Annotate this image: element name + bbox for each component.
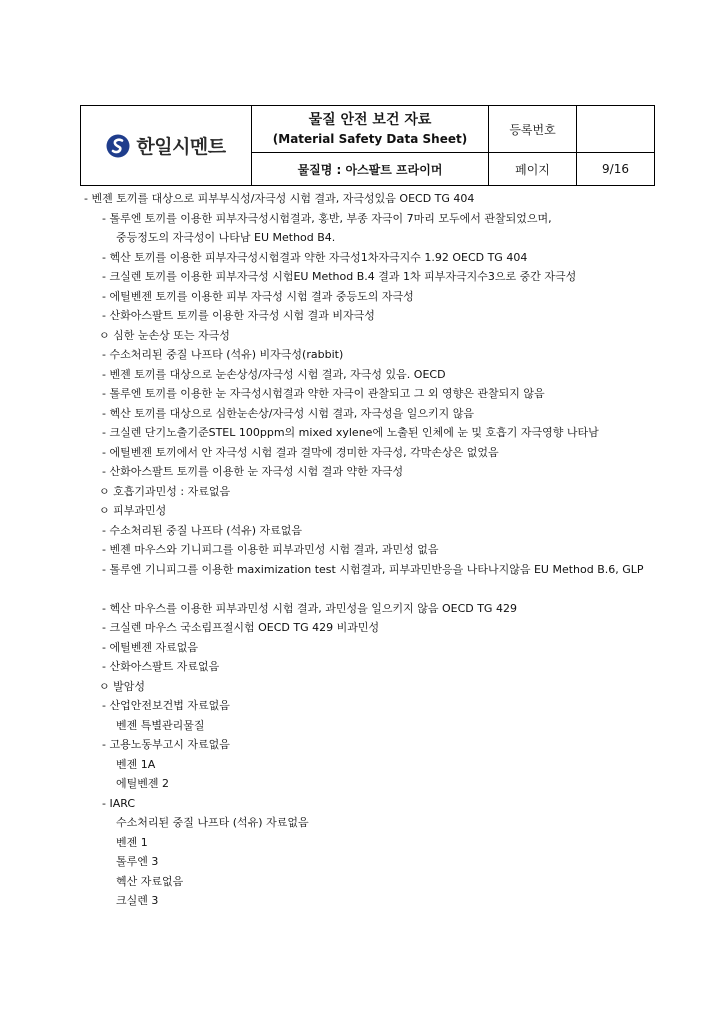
text-line: - 크실렌 토끼를 이용한 피부자극성 시험EU Method B.4 결과 1차 피부자극지수3으로 중간 자극성 bbox=[102, 270, 577, 283]
text-line: - 수소처리된 중질 나프타 (석유) 비자극성(rabbit) bbox=[102, 348, 344, 361]
text-line: - 에틸벤젠 토끼를 이용한 피부 자극성 시험 결과 중등도의 자극성 bbox=[102, 289, 414, 303]
section-heading: ㅇ 발암성 bbox=[99, 679, 146, 693]
text-line: - 헥산 토끼를 대상으로 심한눈손상/자극성 시험 결과, 자극성을 일으키지 않음 bbox=[102, 406, 475, 420]
text-line: - 에틸벤젠 자료없음 bbox=[102, 640, 198, 654]
text-line: 벤젠 특별관리물질 bbox=[116, 718, 205, 732]
text-line: 헥산 자료없음 bbox=[116, 874, 184, 888]
text-line: - IARC bbox=[102, 796, 136, 810]
text-line: - 헥산 마우스를 이용한 피부과민성 시험 결과, 과민성을 일으키지 않음 OECD TG 429 bbox=[102, 601, 517, 615]
text-line: 벤젠 1A bbox=[116, 757, 156, 771]
company-emblem-icon bbox=[106, 134, 130, 158]
section-heading: ㅇ 심한 눈손상 또는 자극성 bbox=[99, 328, 230, 342]
text-line: - 고용노동부고시 자료없음 bbox=[102, 738, 230, 751]
text-line: - 톨루엔 토끼를 이용한 피부자극성시험결과, 홍반, 부종 자극이 7마리 모두에서 관찰되었으며, bbox=[102, 211, 552, 225]
text-line: - 산화아스팔트 자료없음 bbox=[102, 660, 220, 673]
page-number: 9/16 bbox=[577, 153, 655, 186]
company-logo-cell bbox=[81, 106, 252, 186]
text-line: 벤젠 1 bbox=[116, 835, 148, 849]
text-line: 수소처리된 중질 나프타 (석유) 자료없음 bbox=[116, 816, 309, 829]
text-line: - 톨루엔 토끼를 이용한 눈 자극성시험결과 약한 자극이 관찰되고 그 외 영향은 관찰되지 않음 bbox=[102, 387, 545, 400]
section-heading: ㅇ 호흡기과민성 : 자료없음 bbox=[99, 484, 231, 498]
text-line: - 벤젠 마우스와 기니피그를 이용한 피부과민성 시험 결과, 과민성 없음 bbox=[102, 543, 439, 556]
text-line: - 크실렌 마우스 국소림프절시험 OECD TG 429 비과민성 bbox=[102, 621, 380, 634]
text-line: - 헥산 토끼를 이용한 피부자극성시험결과 약한 자극성1차자극지수 1.92 OECD TG 404 bbox=[102, 250, 528, 264]
product-name: 물질명 : 아스팔트 프라이머 bbox=[252, 153, 489, 186]
text-line: 톨루엔 3 bbox=[116, 855, 159, 868]
text-line: - 에틸벤젠 토끼에서 안 자극성 시험 결과 결막에 경미한 자극성, 각막손상은 없었음 bbox=[102, 445, 499, 459]
text-line: 크실렌 3 bbox=[116, 894, 159, 907]
document-title-cell bbox=[252, 106, 489, 153]
text-line: - 벤젠 토끼를 대상으로 눈손상성/자극성 시험 결과, 자극성 있음. OECD bbox=[102, 367, 446, 381]
text-line: - 톨루엔 기니피그를 이용한 maximization test 시험결과, 피부과민반응을 나타나지않음 EU Method B.6, GLP bbox=[102, 562, 644, 576]
company-name: 한일시멘트 bbox=[136, 136, 226, 158]
company-logo bbox=[81, 132, 251, 159]
section-heading: ㅇ 피부과민성 bbox=[99, 504, 167, 517]
registration-number-value bbox=[577, 106, 655, 153]
msds-header-table bbox=[80, 105, 655, 186]
text-line: - 벤젠 토끼를 대상으로 피부부식성/자극성 시험 결과, 자극성있음 OECD TG 404 bbox=[84, 192, 475, 205]
document-title: 물질 안전 보건 자료 bbox=[308, 112, 432, 128]
text-line: 중등정도의 자극성이 나타남 EU Method B4. bbox=[116, 231, 336, 244]
page-label: 페이지 bbox=[489, 153, 577, 186]
text-line: 에틸벤젠 2 bbox=[116, 777, 169, 790]
text-line: - 수소처리된 중질 나프타 (석유) 자료없음 bbox=[102, 523, 303, 537]
text-line: - 산화아스팔트 토끼를 이용한 자극성 시험 결과 비자극성 bbox=[102, 309, 375, 322]
text-line: - 크실렌 단기노출기준STEL 100ppm의 mixed xylene에 노출된 인체에 눈 및 호흡기 자극영향 나타남 bbox=[102, 426, 599, 439]
text-line: - 산화아스팔트 토끼를 이용한 눈 자극성 시험 결과 약한 자극성 bbox=[102, 465, 404, 478]
document-title-english: (Material Safety Data Sheet) bbox=[272, 132, 468, 146]
registration-number-label: 등록번호 bbox=[489, 106, 577, 153]
text-line: - 산업안전보건법 자료없음 bbox=[102, 699, 230, 712]
